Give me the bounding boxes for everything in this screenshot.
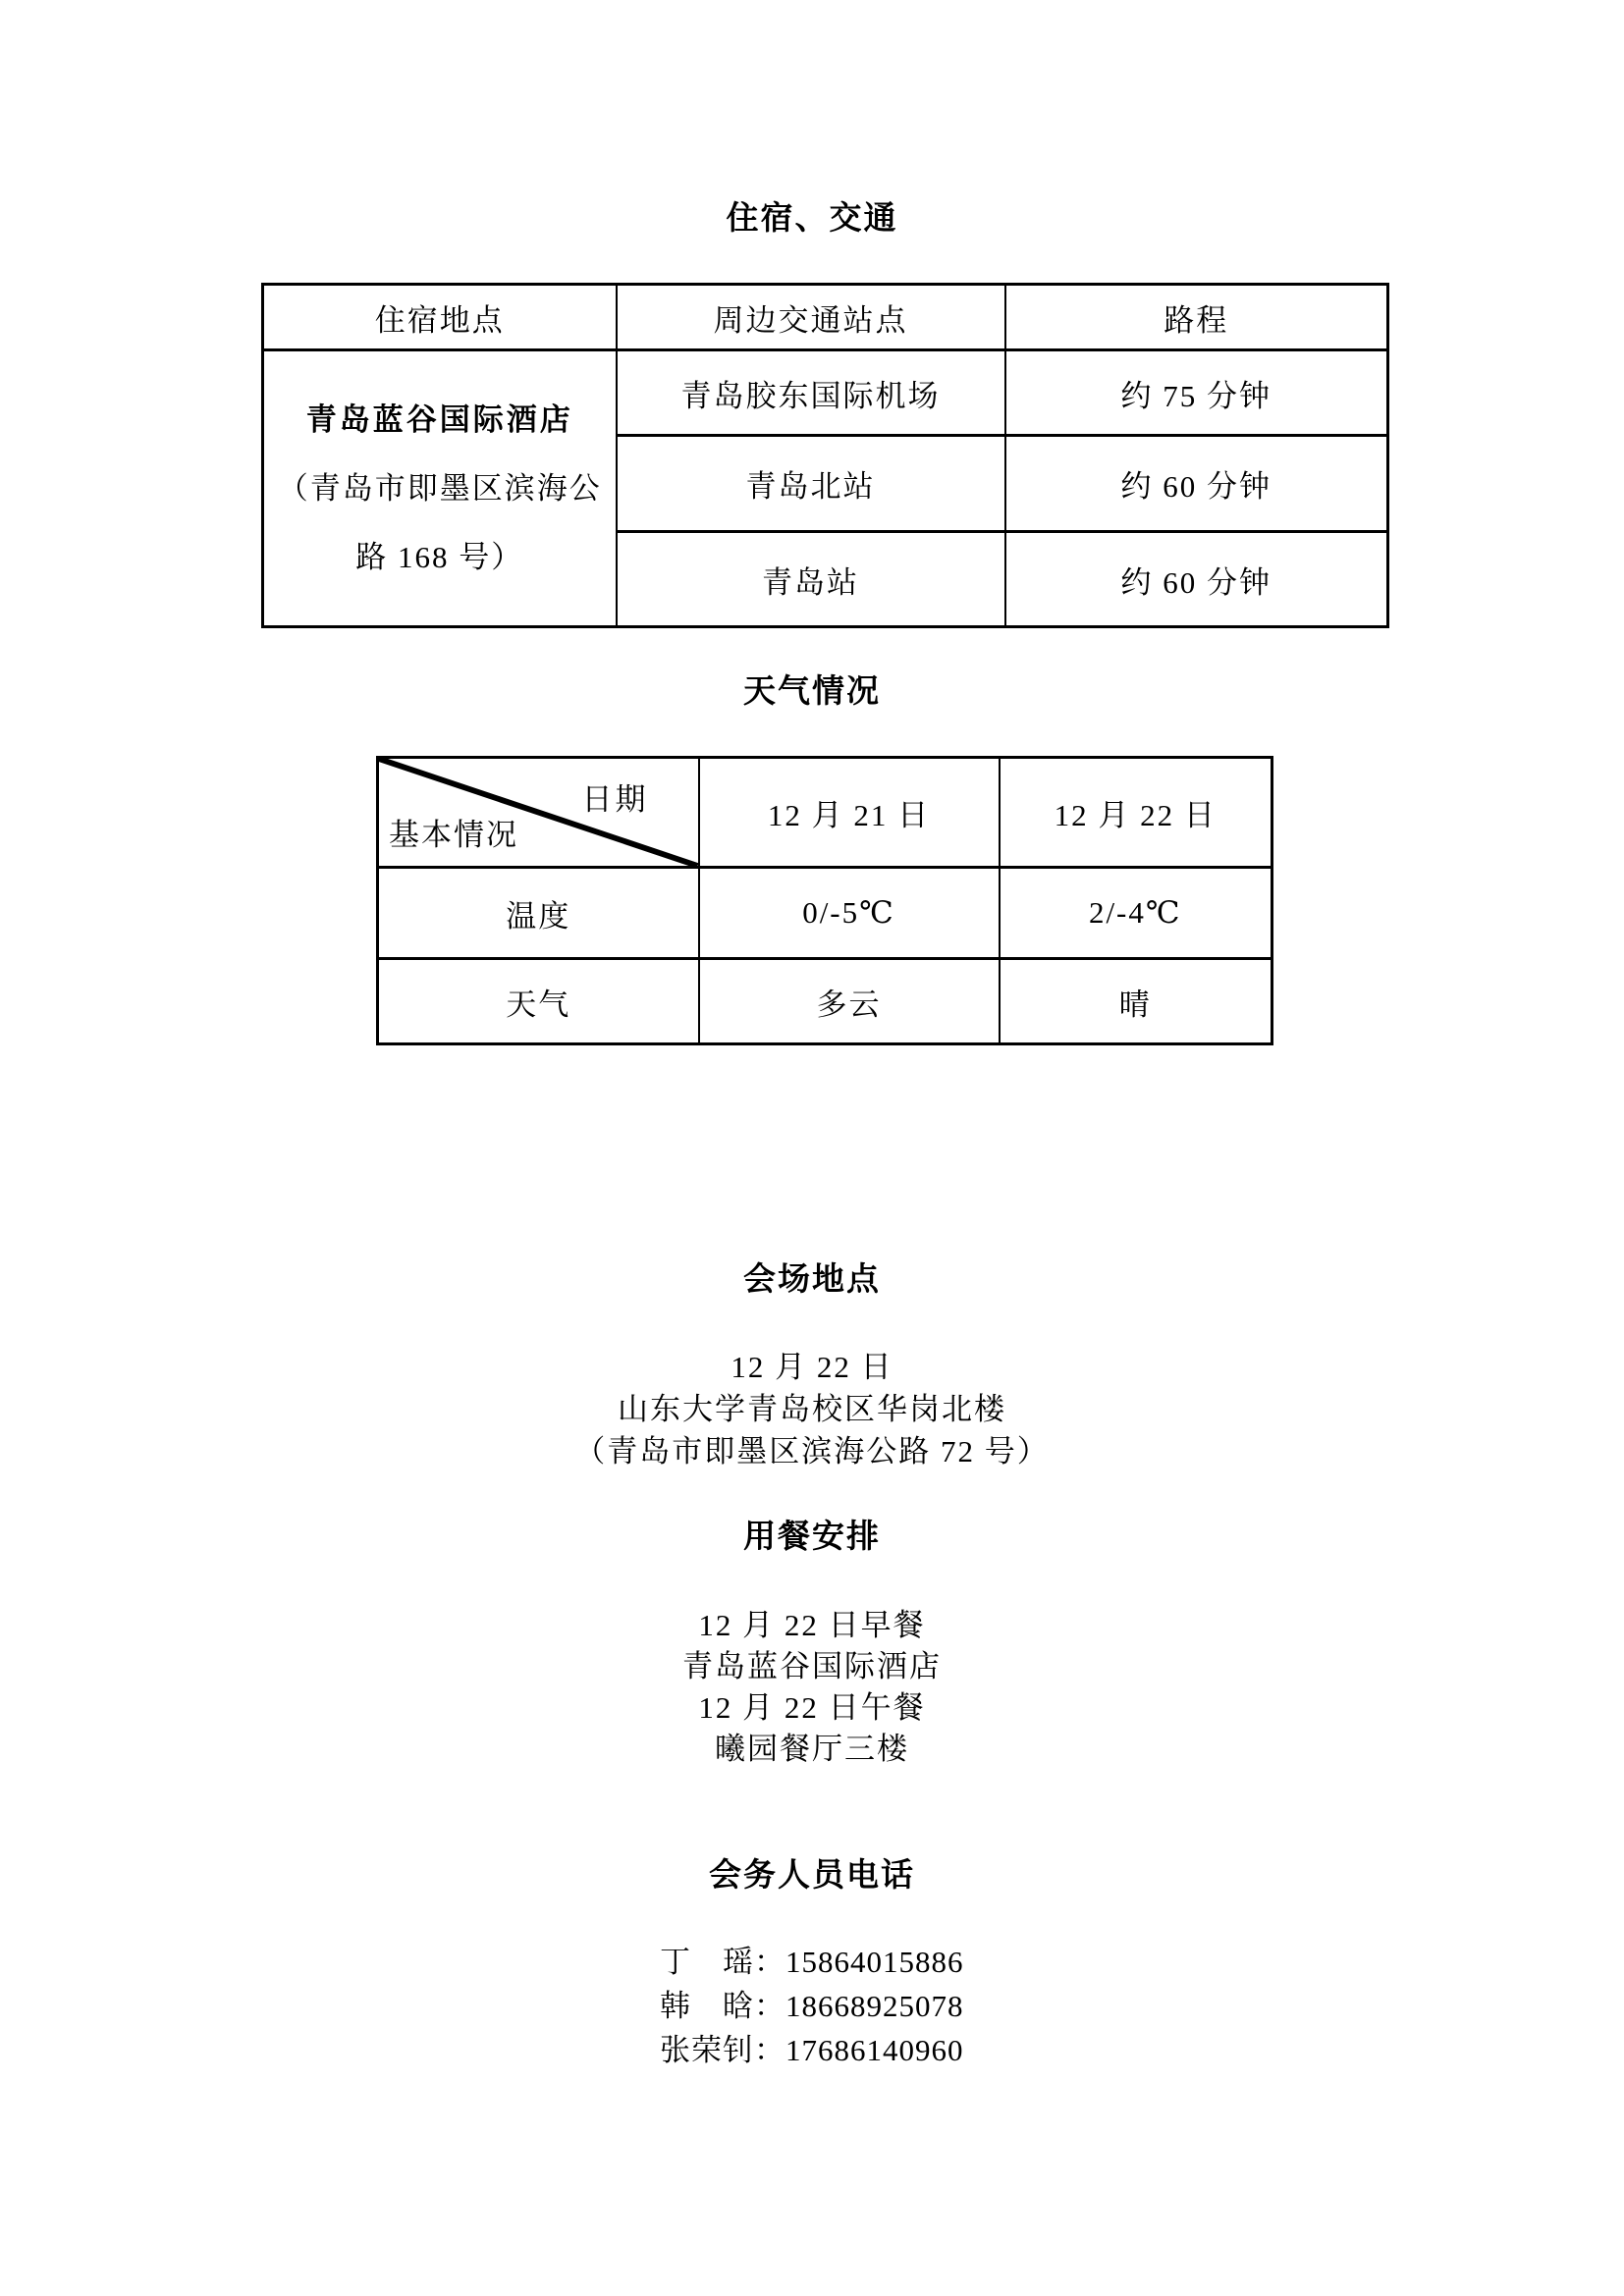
temperature-cell: 2/-4℃ xyxy=(1000,868,1272,959)
distance-cell: 约 75 分钟 xyxy=(1005,350,1388,436)
venue-date-line: 12 月 22 日 xyxy=(731,1350,893,1384)
table-row xyxy=(378,959,1272,1044)
weather-title: 天气情况 xyxy=(743,674,881,710)
contact-phone: 15864015886 xyxy=(785,1945,964,1979)
venue-building-line: 山东大学青岛校区华岗北楼 xyxy=(618,1392,1006,1426)
station-cell: 青岛北站 xyxy=(617,436,1005,532)
weather-row-label: 天气 xyxy=(378,959,699,1044)
corner-label-date: 日期 xyxy=(581,782,649,817)
venue-title: 会场地点 xyxy=(743,1262,881,1298)
hotel-cell xyxy=(263,350,617,627)
hotel-address-line2: 路 168 号） xyxy=(355,539,524,574)
meal-line: 青岛蓝谷国际酒店 xyxy=(682,1649,942,1683)
date-header-cell: 12 月 21 日 xyxy=(699,758,1000,868)
station-cell: 青岛站 xyxy=(617,532,1005,627)
header-hotel-location: 住宿地点 xyxy=(263,285,617,350)
accommodation-title: 住宿、交通 xyxy=(726,201,898,237)
contact-name: 张荣钊 xyxy=(660,2033,754,2067)
meal-line: 12 月 22 日午餐 xyxy=(698,1690,926,1725)
contact-row xyxy=(660,1940,964,1984)
contact-row xyxy=(660,1984,964,2028)
temperature-cell: 0/-5℃ xyxy=(699,868,1000,959)
header-distance: 路程 xyxy=(1005,285,1388,350)
weather-row-label: 温度 xyxy=(378,868,699,959)
meals-info xyxy=(0,1605,1624,1770)
meal-line: 12 月 22 日早餐 xyxy=(698,1608,926,1642)
contact-separator: ： xyxy=(754,1945,785,1979)
venue-info xyxy=(0,1346,1624,1472)
header-transport-station: 周边交通站点 xyxy=(617,285,1005,350)
meal-line: 曦园餐厅三楼 xyxy=(715,1732,909,1766)
distance-cell: 约 60 分钟 xyxy=(1005,436,1388,532)
contact-phone: 17686140960 xyxy=(785,2033,964,2067)
venue-address-line: （青岛市即墨区滨海公路 72 号） xyxy=(574,1434,1050,1468)
table-row xyxy=(263,350,1388,436)
contact-separator: ： xyxy=(754,2033,785,2067)
distance-cell: 约 60 分钟 xyxy=(1005,532,1388,627)
contact-row xyxy=(660,2028,964,2072)
weather-condition-cell: 多云 xyxy=(699,959,1000,1044)
contacts-title: 会务人员电话 xyxy=(709,1858,915,1894)
contact-phone: 18668925078 xyxy=(785,1989,964,2023)
hotel-address-line1: （青岛市即墨区滨海公 xyxy=(277,470,602,506)
diagonal-header-cell xyxy=(378,758,699,868)
weather-condition-cell: 晴 xyxy=(1000,959,1272,1044)
contacts-list xyxy=(660,1940,964,2072)
contact-name: 韩 晗 xyxy=(660,1989,754,2023)
corner-label-basic-info: 基本情况 xyxy=(389,818,518,852)
weather-table xyxy=(376,756,1273,1045)
accommodation-table xyxy=(261,283,1389,628)
contact-name: 丁 瑶 xyxy=(660,1945,754,1979)
meals-title: 用餐安排 xyxy=(743,1520,881,1555)
table-row xyxy=(378,868,1272,959)
station-cell: 青岛胶东国际机场 xyxy=(617,350,1005,436)
date-header-cell: 12 月 22 日 xyxy=(1000,758,1272,868)
contact-separator: ： xyxy=(754,1989,785,2023)
weather-header-row xyxy=(378,758,1272,868)
accommodation-header-row xyxy=(263,285,1388,350)
hotel-name: 青岛蓝谷国际酒店 xyxy=(305,401,573,437)
